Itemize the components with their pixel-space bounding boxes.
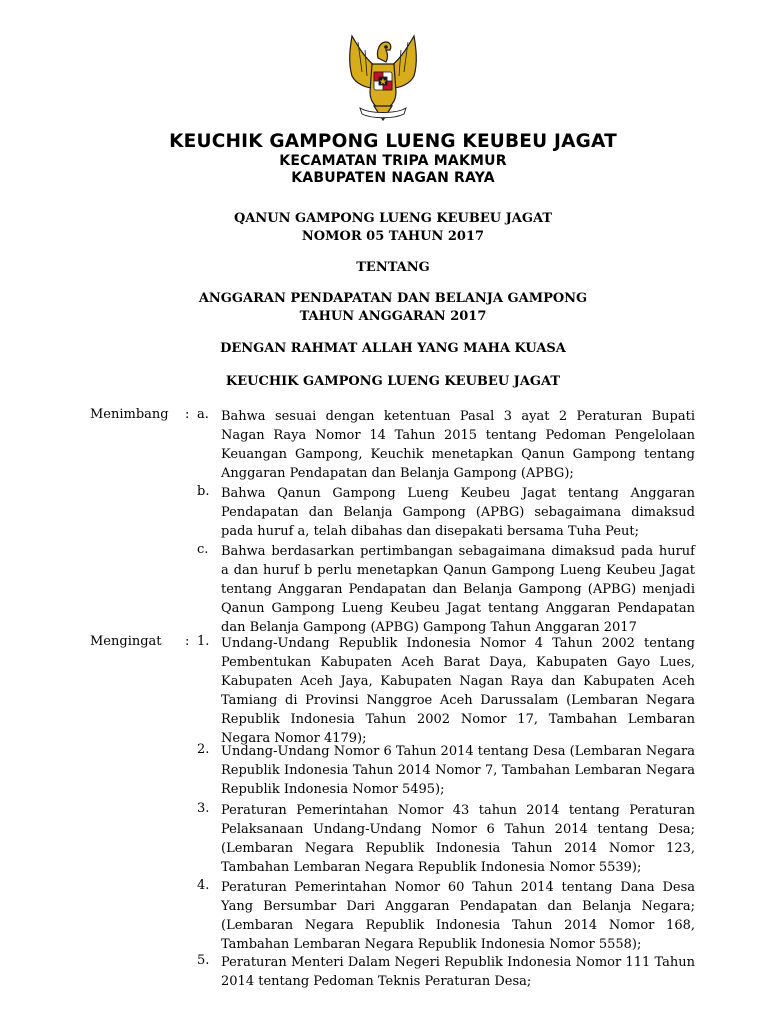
mengingat-label: Mengingat xyxy=(90,634,162,649)
mengingat-item-marker: 3. xyxy=(197,801,210,816)
menimbang-item-marker: b. xyxy=(197,484,210,499)
mengingat-item-text: Undang-Undang Republik Indonesia Nomor 4 Tahun 2002 tentang Pembentukan Kabupaten Aceh Barat Daya, Kabupaten Gayo Lues, Kabupaten Aceh Jaya, Kabupaten Nagan Raya dan Kabupaten Aceh Tamiang di Provinsi Nanggroe Aceh Darussalam (Lembaran Negara Republik Indonesia Tahun 2002 Nomor 17, Tambahan Lembaran Negara Nomor 4179); xyxy=(221,636,695,746)
qanun-subject-line-1: ANGGARAN PENDAPATAN DAN BELANJA GAMPONG xyxy=(198,291,588,306)
qanun-number: NOMOR 05 TAHUN 2017 xyxy=(301,229,485,244)
mengingat-item-text: Peraturan Pemerintahan Nomor 60 Tahun 2014 tentang Dana Desa Yang Bersumbar Dari Anggaran Pendapatan dan Belanja Negara; (Lembaran Negara Republik Indonesia Tahun 2014 Nomor 168, Tambahan Lembaran Negara Republik Indonesia Nomor 5558); xyxy=(221,880,695,952)
garuda-pancasila-emblem-icon xyxy=(338,28,428,124)
blessing-line: DENGAN RAHMAT ALLAH YANG MAHA KUASA xyxy=(220,341,566,356)
menimbang-label: Menimbang xyxy=(90,407,169,422)
mengingat-item-marker: 4. xyxy=(197,878,210,893)
mengingat-item-text: Peraturan Pemerintahan Nomor 43 tahun 2014 tentang Peraturan Pelaksanaan Undang-Undang Nomor 6 Tahun 2014 tentang Desa; (Lembaran Negara Republik Indonesia Tahun 2014 Nomor 123, Tambahan Lembaran Negara Republik Indonesia Nomor 5539); xyxy=(221,803,695,875)
issuer-line: KEUCHIK GAMPONG LUENG KEUBEU JAGAT xyxy=(225,374,561,389)
mengingat-item-marker: 2. xyxy=(197,742,210,757)
mengingat-item-text: Undang-Undang Nomor 6 Tahun 2014 tentang Desa (Lembaran Negara Republik Indonesia Tahun 2014 Nomor 7, Tambahan Lembaran Negara Republik Indonesia Nomor 5495); xyxy=(221,744,695,797)
menimbang-item-marker: c. xyxy=(197,542,209,557)
mengingat-item-marker: 1. xyxy=(197,634,210,649)
mengingat-item-marker: 5. xyxy=(197,953,210,968)
qanun-subject-line-2: TAHUN ANGGARAN 2017 xyxy=(299,309,487,324)
mengingat-item-text: Peraturan Menteri Dalam Negeri Republik Indonesia Nomor 111 Tahun 2014 tentang Pedoman Teknis Peraturan Desa; xyxy=(221,955,695,989)
document-title: KEUCHIK GAMPONG LUENG KEUBEU JAGAT xyxy=(169,131,617,152)
menimbang-item-text: Bahwa berdasarkan pertimbangan sebagaimana dimaksud pada huruf a dan huruf b perlu menetapkan Qanun Gampong Lueng Keubeu Jagat tentang Anggaran Pendapatan dan Belanja Gampong (APBG) menjadi Qanun Gampong Lueng Keubeu Jagat tentang Anggaran Pendapatan dan Belanja Gampong (APBG) Gampong Tahun Anggaran 2017 xyxy=(221,544,695,635)
menimbang-colon: : xyxy=(185,407,190,422)
menimbang-item-text: Bahwa sesuai dengan ketentuan Pasal 3 ayat 2 Peraturan Bupati Nagan Raya Nomor 14 Tahun 2015 tentang Pedoman Pengelolaan Keuangan Gampong, Keuchik menetapkan Qanun Gampong tentang Anggaran Pendapatan dan Belanja Gampong (APBG); xyxy=(221,409,695,481)
tentang-label: TENTANG xyxy=(356,260,430,275)
menimbang-item-marker: a. xyxy=(197,407,209,422)
mengingat-colon: : xyxy=(185,634,190,649)
document-subtitle-kecamatan: KECAMATAN TRIPA MAKMUR xyxy=(279,153,507,169)
document-subtitle-kabupaten: KABUPATEN NAGAN RAYA xyxy=(291,170,495,186)
menimbang-item-text: Bahwa Qanun Gampong Lueng Keubeu Jagat tentang Anggaran Pendapatan dan Belanja Gampong (APBG) sebagaimana dimaksud pada huruf a, telah dibahas dan disepakati bersama Tuha Peut; xyxy=(221,486,695,539)
qanun-title: QANUN GAMPONG LUENG KEUBEU JAGAT xyxy=(233,211,553,226)
